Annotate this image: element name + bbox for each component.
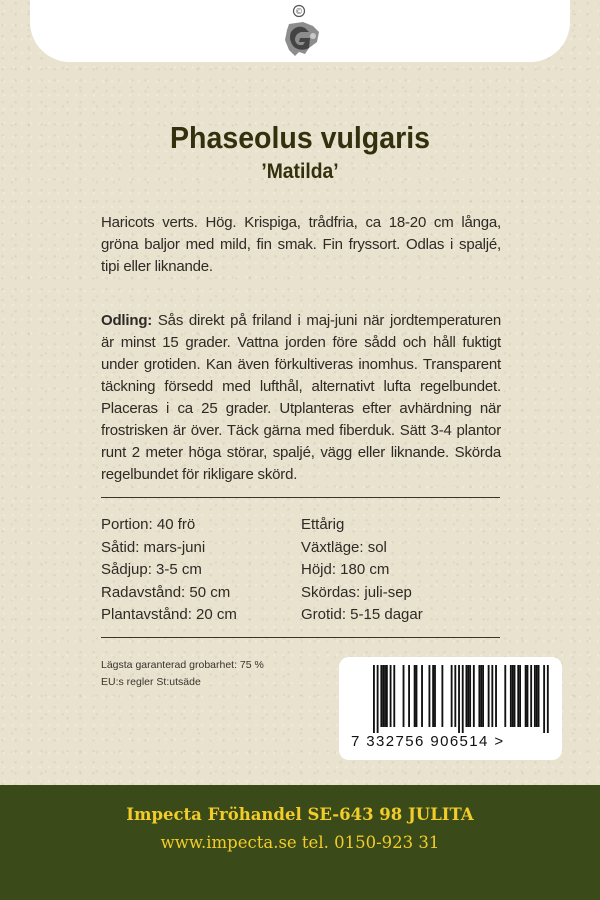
regulation-note: EU:s regler St:utsäde [101,676,201,688]
divider-top [101,497,500,498]
barcode-bar [458,665,460,733]
barcode-bar [454,665,456,727]
barcode-bar [451,665,453,727]
barcode-bar [466,665,468,727]
barcode-bar [510,665,512,727]
barcode-bar [536,665,538,727]
spec-harvest: Skördas: juli-sep [301,583,412,601]
spec-portion: Portion: 40 frö [101,516,196,533]
barcode-bar [512,665,514,727]
barcode-bar [530,665,532,727]
impecta-logo-icon [279,2,323,60]
barcode-bar [380,665,382,727]
barcode-bar [382,665,384,727]
spec-height: Höjd: 180 cm [301,561,390,578]
footer-company: Impecta Fröhandel SE-643 98 JULITA [126,805,474,824]
barcode-bar [547,665,549,733]
barcode-bar [441,665,443,727]
barcode-bar [377,665,379,733]
barcode-bar [527,665,529,727]
barcode-bar [543,665,545,733]
spec-location: Växtläge: sol [301,538,387,556]
barcode [339,657,562,760]
barcode-bar [414,665,416,727]
barcode-bar [467,665,469,727]
barcode-bar [538,665,540,727]
spec-germination-time: Grotid: 5-15 dagar [301,606,423,623]
barcode-bar [473,665,475,727]
cultivation-paragraph [101,310,501,486]
barcode-bar [434,665,436,727]
barcode-bar [488,665,490,727]
barcode-number: 7 332756 906514 > [351,733,505,750]
barcode-bar [480,665,482,727]
barcode-bar [534,665,536,727]
germination-note: Lägsta garanterad grobarhet: 75 % [101,659,264,671]
variety-name: ’Matilda’ [261,160,339,183]
barcode-bar [478,665,480,727]
barcode-bar [469,665,471,727]
spec-sowing-time: Såtid: mars-juni [101,538,206,556]
barcode-bar [432,665,434,727]
barcode-bar [517,665,519,727]
barcode-bar [384,665,386,727]
cultivation-label: Odling: [101,312,153,329]
barcode-bar [408,665,410,727]
barcode-bar [403,665,405,727]
barcode-bar [416,665,418,727]
barcode-bar [390,665,392,727]
barcode-bar [421,665,423,727]
specs-left-list [101,514,291,627]
page-title: Phaseolus vulgaris [170,120,430,155]
barcode-bar [514,665,516,727]
barcode-bar [462,665,464,733]
barcode-bar [495,665,497,727]
barcode-bar [393,665,395,727]
barcode-bar [519,665,521,727]
barcode-bar [429,665,431,727]
spec-sowing-depth: Sådjup: 3-5 cm [101,561,202,578]
divider-bottom [101,637,500,638]
spec-row-spacing: Radavstånd: 50 cm [101,583,231,601]
cultivation-text: Sås direkt på friland i maj-juni när jordtemperaturen är minst 15 grader. Vattna jorden före sådd och håll fuktigt under grotiden. Kan även förkultiveras inomhus. Transparent täckning försedd med lufthål, alternativt lufta regelbundet. Placeras i ca 25 grader. Utplanteras efter avhärdning när frostrisken är över. Täck gärna med fiberduk. Sätt 3-4 plantor runt 2 meter höga störar, spaljé, vägg eller liknande. Skörda regelbundet för rikligare skörd. [101,312,501,483]
barcode-bars [351,665,551,733]
barcode-bar [504,665,506,727]
spec-lifecycle: Ettårig [301,516,345,533]
barcode-bar [525,665,527,727]
svg-text:©: © [295,7,303,17]
footer-contact: www.impecta.se tel. 0150-923 31 [160,833,440,852]
spec-plant-spacing: Plantavstånd: 20 cm [101,606,237,623]
barcode-bar [373,665,375,733]
barcode-bar [482,665,484,727]
barcode-bar [491,665,493,727]
barcode-bar [386,665,388,727]
description-paragraph: Haricots verts. Hög. Krispiga, trådfria, ca 18-20 cm långa, gröna baljor med mild, fin smak. Fin fryssort. Odlas i spaljé, tipi eller liknande. [101,214,501,275]
specs-right-list [301,514,501,627]
